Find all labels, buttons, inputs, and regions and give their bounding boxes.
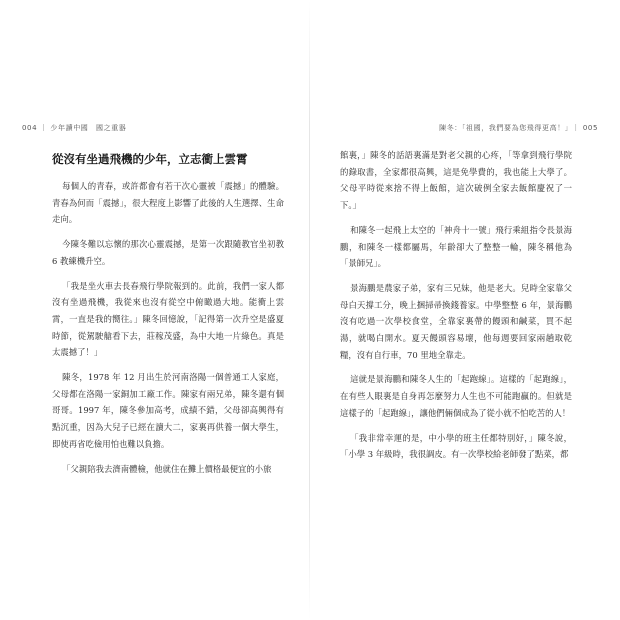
left-page-body [52, 178, 284, 485]
paragraph: 景海鵬是農家子弟，家有三兄妹，他是老大。兒時全家靠父母白天撐工分，晚上捆掃帚換錢養家。中學整整 6 年，景海鵬沒有吃過一次學校食堂，全靠家裏帶的饅頭和鹹菜，買不起湯，就喝白開水。夏天饅頭容易壞，他每週要回家兩趟取乾糧，沒有自行車，70 里地全靠走。 [340, 282, 572, 360]
paragraph: 這就是景海鵬和陳冬人生的「起跑線」。這樣的「起跑線」，在有些人眼裏是自身再怎麼努力人生也不可能跑贏的。但就是這樣子的「起跑線」，讓他們倆個成為了從小就不怕吃苦的人！ [340, 374, 572, 418]
paragraph: 「父親陪我去濟南體檢，他就住在攤上價格最便宜的小旅 [62, 463, 272, 474]
right-page-body [340, 147, 572, 471]
paragraph: 和陳冬一起飛上太空的「神舟十一號」飛行乘組指令長景海鵬，和陳冬一樣都屬馬，年齡卻大了整整一輪，陳冬稱他為「景師兄」。 [340, 224, 572, 269]
paragraph: 館裏，」陳冬的話語裏滿是對老父親的心疼，「等拿到飛行學院的錄取書，全家都很高興，這是免學費的，我也能上大學了。父母平時從來捨不得上飯館，這次破例全家去飯館慶祝了一下。」 [340, 150, 572, 211]
paragraph: 「我非常幸運的是，中小學的班主任都特別好，」陳冬說，「小學 3 年級時，我很調皮。有一次學校給老師發了點菜，都 [340, 432, 572, 460]
right-page-header: 陳冬：「祖國，我們要為您飛得更高！」｜ 005 [439, 124, 598, 132]
paragraph: 陳冬，1978 年 12 月出生於河南洛陽一個普通工人家庭，父母都在洛陽一家銅加工廠工作。陳家有兩兄弟，陳冬還有個哥哥。1997 年，陳冬參加高考，成績不錯，父母卻高興得有點沉重，因為大兒子已經在讀大二，家裏再供養一個大學生，即使再省吃儉用怕也難以負擔。 [52, 372, 284, 449]
chapter-title: 從沒有坐過飛機的少年，立志衝上雲霄 [52, 152, 248, 166]
left-page-header: 004 ｜ 少年讀中國 國之重器 [22, 124, 127, 132]
paragraph: 今陳冬難以忘懷的那次心靈震撼，是第一次跟隨教官坐初教 6 教練機升空。 [52, 239, 284, 266]
paragraph: 每個人的青春，或許都會有若干次心靈被「震撼」的體驗。青春為何而「震撼」，很大程度上影響了此後的人生選擇、生命走向。 [52, 181, 284, 225]
paragraph: 「我是坐火車去長春飛行學院報到的。此前，我們一家人都沒有坐過飛機，我從來也沒有從空中俯瞰過大地。能衝上雲霄，一直是我的嚮往。」陳冬回憶說，「記得第一次升空是盛夏時節，從駕駛艙看下去，莊稼茂盛，為中大地一片綠色。真是太震撼了！」 [52, 280, 284, 358]
